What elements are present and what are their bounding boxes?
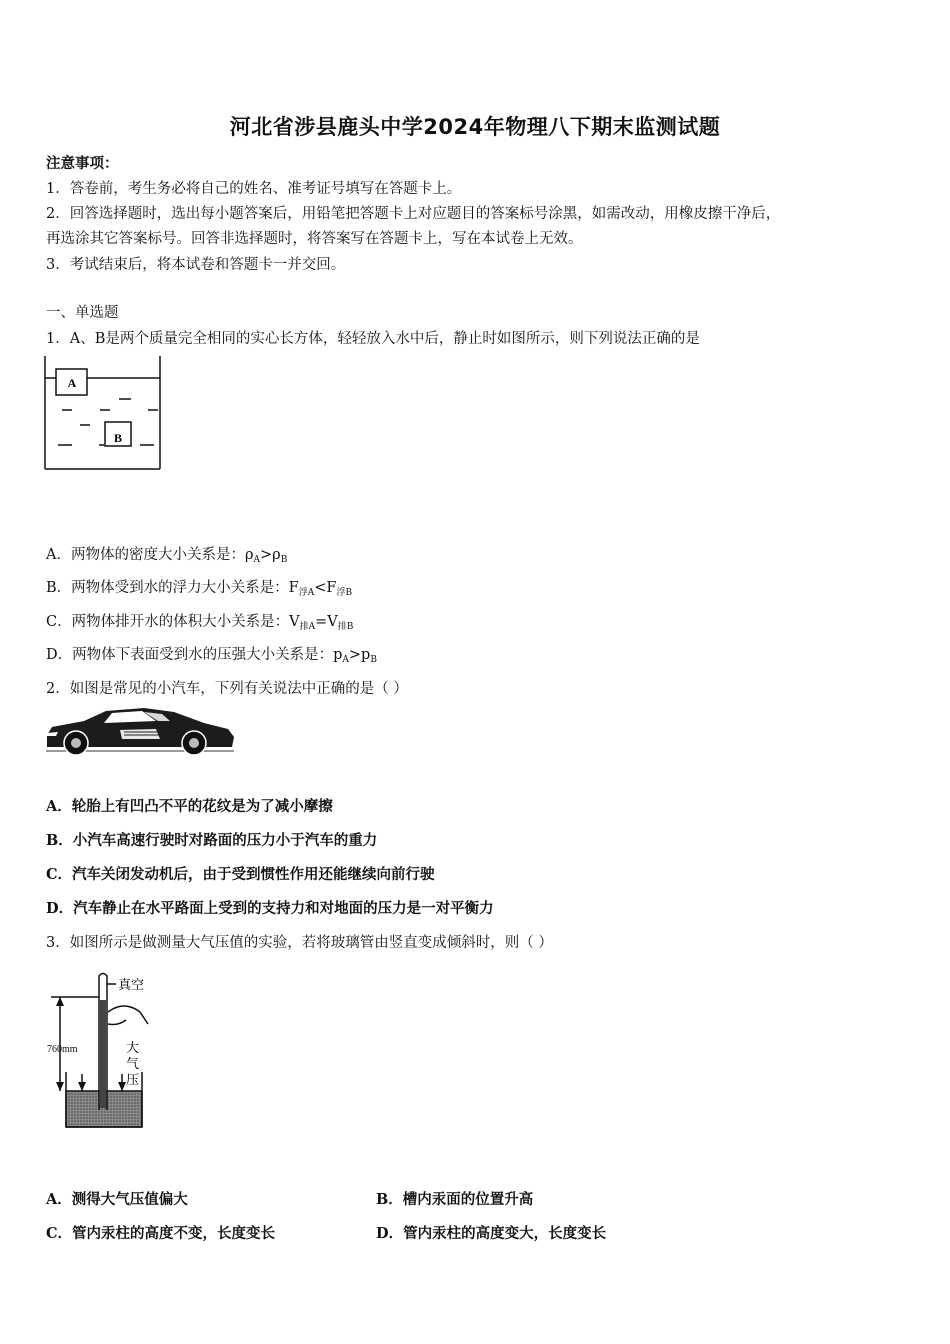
q2-option-b: B．小汽车高速行驶时对路面的压力小于汽车的重力 bbox=[46, 832, 378, 849]
block-b-label: B bbox=[113, 431, 123, 445]
q3-option-d: D．管内汞柱的高度变大，长度变长 bbox=[376, 1225, 607, 1242]
q2-option-d: D．汽车静止在水平路面上受到的支持力和对地面的压力是一对平衡力 bbox=[46, 900, 494, 917]
notice-item: 2．回答选择题时，选出每小题答案后，用铅笔把答题卡上对应题目的答案标号涂黑，如需改动，用橡皮擦干净后， bbox=[46, 206, 781, 222]
q1-stem: 1．A、B是两个质量完全相同的实心长方体，轻轻放入水中后，静止时如图所示，则下列说法正确的是 bbox=[46, 331, 700, 347]
notice-heading: 注意事项： bbox=[46, 155, 119, 172]
notice-item: 3．考试结束后，将本试卷和答题卡一并交回。 bbox=[46, 257, 346, 273]
q2-stem: 2．如图是常见的小汽车，下列有关说法中正确的是（ ） bbox=[46, 681, 408, 697]
q2-option-c: C．汽车关闭发动机后，由于受到惯性作用还能继续向前行驶 bbox=[46, 866, 435, 883]
height-760mm-label: 760mm bbox=[47, 1044, 78, 1055]
q1-option-d: D．两物体下表面受到水的压强大小关系是：$p_A>p_B$ bbox=[46, 647, 377, 665]
q3-stem: 3．如图所示是做测量大气压值的实验，若将玻璃管由竖直变成倾斜时，则（ ） bbox=[46, 935, 553, 951]
q1-option-c: C．两物体排开水的体积大小关系是：$V_{排A}=V_{排B}$ bbox=[46, 614, 354, 632]
q1-water-tank-figure bbox=[44, 356, 164, 472]
notice-item: 再选涂其它答案标号。回答非选择题时，将答案写在答题卡上，写在本试卷上无效。 bbox=[46, 231, 583, 247]
atmospheric-label-3: 压 bbox=[126, 1073, 140, 1088]
q3-option-c: C．管内汞柱的高度不变，长度变长 bbox=[46, 1225, 276, 1242]
notice-item: 1．答卷前，考生务必将自己的姓名、准考证号填写在答题卡上。 bbox=[46, 181, 462, 197]
q1-option-b: B．两物体受到水的浮力大小关系是：$F_{浮A}<F_{浮B}$ bbox=[46, 580, 353, 598]
torricelli-experiment-figure bbox=[44, 970, 164, 1130]
page-title: 河北省涉县鹿头中学2024年物理八下期末监测试题 bbox=[229, 115, 721, 139]
atmospheric-label-1: 大 bbox=[126, 1041, 140, 1056]
q3-option-b: B．槽内汞面的位置升高 bbox=[376, 1191, 534, 1208]
q2-option-a: A．轮胎上有凹凸不平的花纹是为了减小摩擦 bbox=[46, 798, 333, 815]
q1-option-a: A．两物体的密度大小关系是：$\rho_A>\rho_B$ bbox=[46, 547, 288, 565]
vacuum-label: 真空 bbox=[118, 978, 145, 993]
q3-option-a: A．测得大气压值偏大 bbox=[46, 1191, 188, 1208]
block-a-label: A bbox=[67, 376, 77, 390]
atmospheric-label-2: 气 bbox=[126, 1057, 140, 1072]
section-heading: 一、单选题 bbox=[46, 305, 119, 321]
sports-car-figure bbox=[44, 705, 236, 757]
